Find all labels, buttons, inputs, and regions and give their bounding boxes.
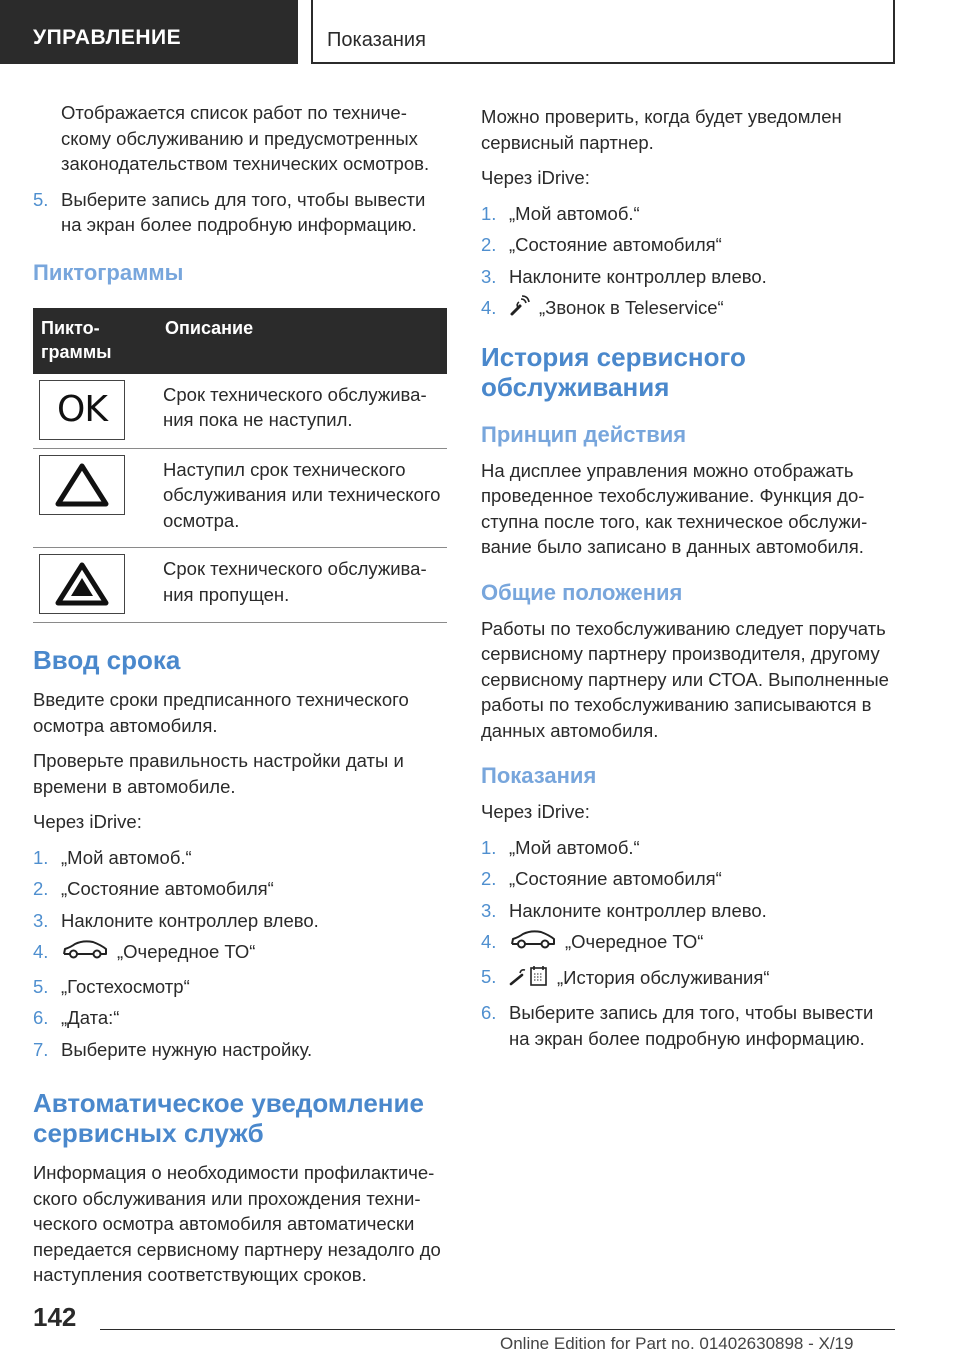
list-item	[33, 1037, 449, 1063]
table-cell-description: Срок технического обслуживания пропущен.	[157, 548, 447, 623]
step-text: „Мой автомоб.“	[61, 846, 192, 868]
step-number: 3.	[481, 265, 497, 287]
step-number: 1.	[481, 202, 497, 224]
auto-notification-paragraph: Информация о необходимости профилактического обслуживания или прохождения технического осмотра автомобиля автоматически передается сервисному партнеру незадолго до наступления соответствующих сроков.	[33, 1162, 441, 1285]
step-number: 3.	[481, 899, 497, 921]
via-idrive: Через iDrive:	[33, 811, 142, 832]
step-number: 2.	[481, 234, 497, 255]
step-number: 5.	[481, 965, 497, 987]
step-text: Выберите запись для того, чтобы вывести на экран более подробную информацию.	[61, 188, 426, 235]
table-cell-icon	[33, 448, 157, 548]
step-number: 4.	[481, 931, 497, 952]
car-icon	[61, 939, 109, 968]
left-column	[33, 100, 449, 1298]
teleservice-paragraph: Можно проверить, когда будет уведомлен сервисный партнер.	[481, 106, 842, 153]
table-header-pictograms: Пиктограммы	[33, 308, 157, 374]
list-item	[481, 929, 897, 958]
teleservice-steps	[481, 201, 897, 324]
table-row	[33, 448, 447, 548]
step-number: 6.	[481, 1002, 497, 1023]
step-text: „Состояние автомобиля“	[509, 868, 722, 889]
list-item	[33, 845, 449, 871]
list-item	[33, 876, 449, 902]
warning-triangle-filled-icon	[39, 554, 125, 614]
step-text: Выберите нужную настройку.	[61, 1038, 313, 1060]
warning-triangle-icon	[39, 455, 125, 515]
auto-notification-heading: Автоматическое уведомление сервисных служб	[33, 1088, 424, 1148]
general-heading: Общие положения	[481, 579, 683, 605]
step-number: 4.	[33, 941, 49, 962]
step-text: „Состояние автомобиля“	[509, 234, 722, 255]
step-text: „Звонок в Teleservice“	[539, 297, 724, 319]
table-header-description: Описание	[157, 308, 447, 374]
ok-icon	[39, 380, 125, 440]
table-cell-description: Наступил срок технического обслуживания или технического осмотра.	[157, 448, 447, 548]
date-steps	[33, 845, 449, 1063]
step-text: Наклоните контроллер влево.	[61, 909, 319, 931]
service-history-heading: История сервисного обслуживания	[481, 341, 746, 402]
step-text: „Дата:“	[61, 1007, 120, 1028]
footer-edition: Online Edition for Part no. 01402630898 - X/19	[500, 1334, 854, 1353]
car-icon	[509, 929, 557, 958]
list-item	[33, 939, 449, 968]
step-text: „Очередное ТО“	[117, 941, 256, 963]
table-cell-description: Срок технического обслуживания пока не наступил.	[157, 374, 447, 449]
table-row	[33, 548, 447, 623]
section-tab	[0, 0, 298, 64]
pictograms-heading: Пиктограммы	[33, 259, 184, 285]
via-idrive: Через iDrive:	[481, 167, 590, 188]
table-header-row	[33, 308, 447, 374]
step-text: „Состояние автомобиля“	[61, 878, 274, 899]
right-column	[481, 104, 897, 1063]
step-text: „Гостехосмотр“	[61, 975, 190, 997]
list-item	[481, 898, 897, 924]
list-item	[481, 232, 897, 258]
step-text: „Мой автомоб.“	[509, 836, 640, 858]
step-number: 7.	[33, 1038, 49, 1060]
ok-icon-text: OK	[57, 388, 107, 430]
step-text: „Мой автомоб.“	[509, 202, 640, 224]
list-item	[481, 866, 897, 892]
via-idrive: Через iDrive:	[481, 801, 590, 822]
list-item	[33, 187, 449, 238]
list-item	[481, 201, 897, 227]
list-item	[33, 1005, 449, 1031]
display-steps	[481, 835, 897, 1052]
step-number: 3.	[33, 909, 49, 931]
section-title: УПРАВЛЕНИЕ	[33, 26, 182, 49]
table-cell-icon	[33, 548, 157, 623]
step-text: „История обслуживания“	[557, 966, 770, 988]
list-item	[33, 974, 449, 1000]
step-number: 2.	[33, 878, 49, 899]
date-entry-paragraph-1: Введите сроки предписанного технического осмотра автомобиля.	[33, 689, 409, 736]
step-number: 1.	[481, 836, 497, 858]
list-item	[481, 1000, 897, 1051]
intro-continuation: Отображается список работ по техническому обслуживанию и предусмотренных законодательством технических осмотров.	[61, 102, 430, 174]
list-item	[481, 295, 897, 324]
table-cell-icon	[33, 374, 157, 449]
step-text: Наклоните контроллер влево.	[509, 265, 767, 287]
principle-paragraph: На дисплее управления можно отображать проведенное техобслуживание. Функция доступна после того, как техническое обслуживание было записано в данных автомобиля.	[481, 459, 868, 557]
service-history-icon	[509, 964, 549, 995]
list-item	[481, 835, 897, 861]
general-paragraph: Работы по техобслуживанию следует поручать сервисному партнеру производителя, другому сервисному партнеру или СТОА. Выполненные работы по техобслуживанию записываются в данных автомобиля.	[481, 617, 889, 741]
step-text: „Очередное ТО“	[565, 931, 704, 953]
step-text: Наклоните контроллер влево.	[509, 899, 767, 921]
step-number: 1.	[33, 846, 49, 868]
date-entry-paragraph-2: Проверьте правильность настройки даты и времени в автомобиле.	[33, 750, 404, 797]
wrench-signal-icon	[509, 295, 531, 324]
step-number: 5.	[33, 975, 49, 997]
subsection-tab	[311, 0, 895, 64]
page-number: 142	[33, 1302, 77, 1332]
step-number: 6.	[33, 1007, 49, 1028]
step-number: 4.	[481, 297, 497, 318]
principle-heading: Принцип действия	[481, 421, 687, 447]
footer-divider	[100, 1329, 895, 1330]
list-item	[33, 908, 449, 934]
date-entry-heading: Ввод срока	[33, 645, 181, 675]
table-row	[33, 374, 447, 449]
step-number: 2.	[481, 868, 497, 889]
step-number: 5.	[33, 188, 49, 210]
pictograms-table	[33, 308, 447, 624]
display-heading: Показания	[481, 763, 597, 788]
subsection-title: Показания	[327, 29, 426, 51]
step-text: Выберите запись для того, чтобы вывести на экран более подробную информацию.	[509, 1002, 874, 1049]
intro-steps	[33, 187, 449, 238]
list-item	[481, 964, 897, 995]
list-item	[481, 264, 897, 290]
